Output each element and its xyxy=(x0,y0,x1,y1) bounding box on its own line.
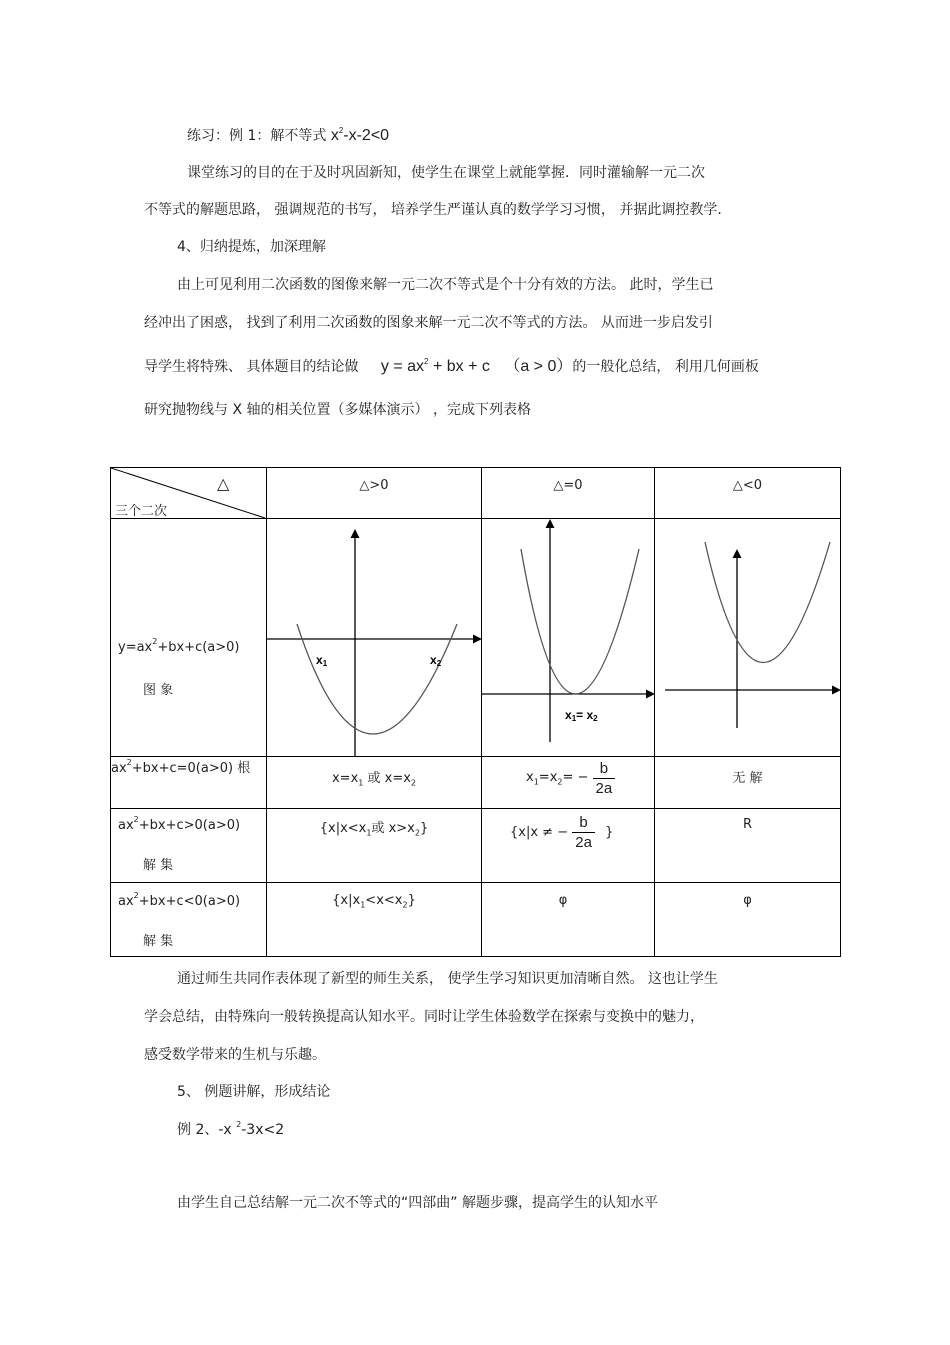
function-label: $y=ax^2+bx+c(a>0)$ xyxy=(118,637,240,655)
positive-row-label: $ax^2+bx+c>0(a>0)$ 解 集 xyxy=(111,809,267,883)
table-header-row xyxy=(111,468,841,519)
fraction-b-over-2a: $\frac{b}{2a}$ xyxy=(593,759,616,798)
heading-4: 4、归纳提炼，加深理解 xyxy=(177,239,326,255)
header-delta-positive: △>0 xyxy=(267,468,482,519)
paragraph-3-line-2: 学会总结，由特殊向一般转换提高认知水平。同时让学生体验数学在探索与变换中的魅力， xyxy=(144,1009,704,1025)
header-delta-zero: △=0 xyxy=(482,468,655,519)
parabola-no-roots-graph xyxy=(655,519,841,757)
paragraph-2-line-1: 由上可见利用二次函数的图像来解一元二次不等式是个十分有效的方法。 此时，学生已 xyxy=(177,277,714,293)
exercise-label: 练习：例 1：解不等式 xyxy=(187,128,331,144)
example-2: 例 2、-x $^2$-3x<2 xyxy=(177,1120,285,1138)
positive-delta-positive: {$x|x<x_1$或 $x>x_2$} xyxy=(267,809,482,883)
negative-delta-negative: φ xyxy=(655,883,841,957)
header-delta-negative: △<0 xyxy=(655,468,841,519)
roots-row-label: $ax^2+bx+c=0(a>0)$ 根 xyxy=(111,757,267,809)
condition-a-positive: （a > 0） xyxy=(504,358,573,375)
parabola-curve xyxy=(705,542,830,663)
double-root-label: x1= x2 xyxy=(565,708,598,723)
quadratic-formula: $y = ax^2$ + bx + c xyxy=(380,357,490,375)
graph-cell-delta-positive xyxy=(267,519,482,757)
negative-delta-positive: $\{x|x_1<x<x_2\}$ xyxy=(267,883,482,957)
exercise-expression: $x^2-x-2<0$ xyxy=(330,126,390,144)
negative-row-label: $ax^2+bx+c<0(a>0)$ 解 集 xyxy=(111,883,267,957)
paragraph-2-line-3: 导学生将特殊、 具体题目的结论做 $y = ax^2$ + bx + c （a > 0）的一般化总结， 利用几何画板 xyxy=(144,357,759,375)
corner-three-quadratics: 三个二次 xyxy=(115,504,168,519)
corner-cell xyxy=(111,468,267,519)
graph-cell-delta-zero xyxy=(482,519,655,757)
positive-delta-negative: R xyxy=(655,809,841,883)
roots-delta-zero: $x_1=x_2=$ − $\frac{b}{2a}$ xyxy=(482,757,655,809)
paragraph-2-line-2: 经冲出了困惑， 找到了利用二次函数的图象来解一元二次不等式的方法。 从而进一步启发引 xyxy=(144,315,713,331)
table-row-negative-solution xyxy=(111,883,841,957)
paragraph-4: 由学生自己总结解一元二次不等式的“四部曲” 解题步骤，提高学生的认知水平 xyxy=(177,1195,658,1211)
paragraph-1-line-1: 课堂练习的目的在于及时巩固新知，使学生在课堂上就能掌握．同时灌输解一元二次 xyxy=(187,165,705,181)
paragraph-2-line-4: 研究抛物线与 X 轴的相关位置（多媒体演示） ，完成下列表格 xyxy=(144,402,531,418)
parabola-curve xyxy=(297,624,457,734)
fraction-b-over-2a: $\frac{b}{2a}$ xyxy=(572,813,595,852)
graph-row-label xyxy=(111,519,267,757)
root-x2-label: x2 xyxy=(430,653,442,668)
table-row-positive-solution xyxy=(111,809,841,883)
paragraph-3-line-1: 通过师生共同作表体现了新型的师生关系， 使学生学习知识更加清晰自然。 这也让学生 xyxy=(177,971,718,987)
x-axis-arrow xyxy=(832,686,841,695)
root-x1-label: x1 xyxy=(316,653,328,668)
roots-delta-negative: 无 解 xyxy=(655,757,841,809)
graph-label: 图 象 xyxy=(143,683,174,698)
negative-delta-zero: φ xyxy=(482,883,655,957)
graph-cell-delta-negative xyxy=(655,519,841,757)
paragraph-3-line-3: 感受数学带来的生机与乐趣。 xyxy=(144,1047,326,1063)
paragraph-1-line-2: 不等式的解题思路， 强调规范的书写， 培养学生严谨认真的数学学习习惯， 并据此调控教学． xyxy=(144,202,732,218)
positive-delta-zero: {x|x ≠ − $\frac{b}{2a}$ } xyxy=(482,809,655,883)
corner-delta: △ xyxy=(217,474,230,493)
roots-delta-positive: $x=x_1$ 或 $x=x_2$ xyxy=(267,757,482,809)
exercise-line xyxy=(187,126,389,146)
parabola-curve xyxy=(521,549,639,694)
table-row-roots xyxy=(111,757,841,809)
y-axis-arrow xyxy=(733,549,742,558)
heading-5: 5、 例题讲解，形成结论 xyxy=(177,1084,331,1100)
y-axis-arrow xyxy=(546,519,555,528)
parabola-two-roots-graph xyxy=(267,519,482,757)
table-row-graphs xyxy=(111,519,841,757)
parabola-double-root-graph xyxy=(482,519,655,757)
discriminant-table xyxy=(110,467,841,957)
y-axis-arrow xyxy=(351,529,360,538)
